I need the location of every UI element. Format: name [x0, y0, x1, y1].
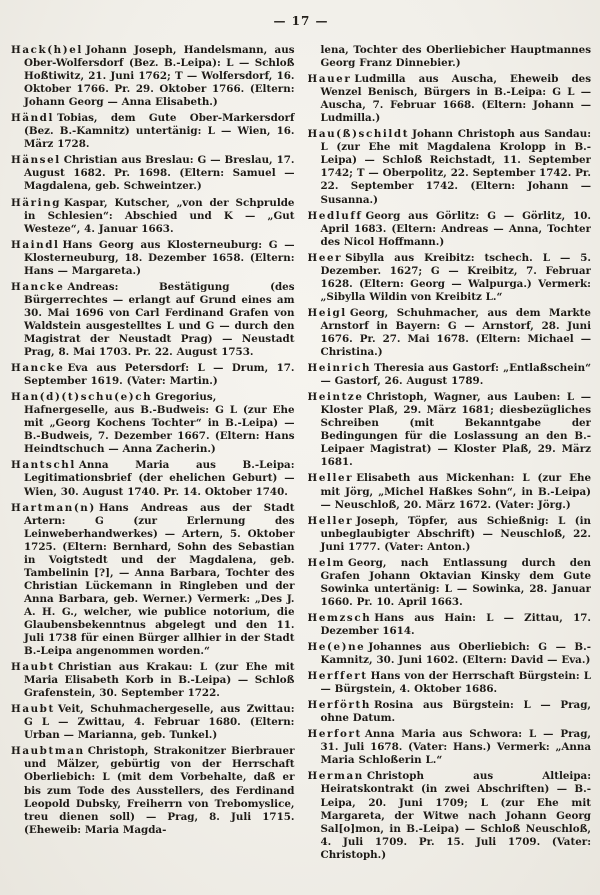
- entry-headword: Hau(ß)schildt: [307, 128, 410, 141]
- register-entry: [11, 459, 295, 498]
- register-entry: [11, 362, 295, 388]
- entry-text: Joseph, Töpfer, aus Schießnig: L (in unbeglaubigter Abschrift) — Neuschloß, 22. Juni 1777. (Vater: Anton.): [320, 514, 591, 553]
- entry-headword: Heigl: [307, 306, 347, 319]
- entry-text: Tobias, dem Gute Ober-Markersdorf (Bez. B.-Kamnitz) untertänig: L — Wien, 16. März 1728.: [24, 112, 295, 151]
- register-entry: [308, 73, 592, 125]
- entry-text: Christoph, Wagner, aus Lauben: L — Kloster Plaß, 29. März 1681; diesbezügliches Schreiben (mit Bekanntgabe der Bedingungen für die Loslassung an den B.-Leipaer Magistrat) — Kloster Plaß, 29. März 1681.: [320, 391, 591, 469]
- register-entry: [308, 472, 592, 511]
- register-entry: [308, 641, 592, 667]
- entry-headword: Heller: [307, 514, 354, 527]
- entry-headword: He(e)ne: [307, 641, 366, 654]
- entry-headword: Heintze: [307, 391, 364, 404]
- entry-text: Georg aus Görlitz: G — Görlitz, 10. April 1683. (Eltern: Andreas — Anna, Tochter des Nicol Hoffmann.): [320, 209, 591, 248]
- entry-headword: Haubtman: [11, 745, 85, 758]
- entry-text: Sibylla aus Kreibitz: tschech. L — 5. Dezember. 1627; G — Kreibitz, 7. Februar 1628. (Eltern: Georg — Walpurga.) Vermerk: „Sibylla Wildin von Kreibitz L.“: [320, 251, 591, 303]
- entry-text: Elisabeth aus Mickenhan: L (zur Ehe mit Jörg, „Michel Haßkes Sohn“, in B.-Leipa) — Neuschloß, 20. März 1672. (Vater: Jörg.): [320, 472, 591, 511]
- entry-text: Kaspar, Kutscher, „von der Schprulde in Schlesien“: Abschied und K — „Gut Westeze“, 4. Januar 1663.: [24, 196, 295, 235]
- register-entry: [308, 557, 592, 609]
- column-left: [11, 44, 295, 892]
- register-entry: [11, 239, 295, 278]
- entry-text: Hans Georg aus Klosterneuburg: G — Klosterneuburg, 18. Dezember 1658. (Eltern: Hans — Margareta.): [24, 238, 295, 277]
- entry-headword: Hack(h)el: [11, 44, 83, 56]
- register-entry: [11, 391, 295, 456]
- entry-headword: Herman: [307, 770, 364, 783]
- register-entry: [11, 154, 295, 193]
- entry-headword: Hemzsch: [307, 611, 372, 624]
- register-entry: [308, 670, 592, 696]
- entry-text: Anna Maria aus B.-Leipa: Legitimationsbrief (der ehelichen Geburt) — Wien, 30. August 1740. Pr. 14. Oktober 1740.: [24, 459, 295, 498]
- entry-headword: Hancke: [11, 362, 65, 375]
- register-entry: [308, 44, 592, 70]
- entry-text: Theresia aus Gastorf: „Entlaßschein“ — Gastorf, 26. August 1789.: [320, 362, 591, 388]
- entry-text: Ludmilla aus Auscha, Eheweib des Wenzel Benisch, Bürgers in B.-Leipa: G L — Auscha, 7. Februar 1668. (Eltern: Johann — Ludmilla.): [320, 73, 591, 125]
- entry-text: Eva aus Petersdorf: L — Drum, 17. September 1619. (Vater: Martin.): [24, 362, 295, 388]
- entry-text: Georg, Schuhmacher, aus dem Markte Arnstorf in Bayern: G — Arnstorf, 28. Juni 1676. Pr. 27. Mai 1678. (Eltern: Michael — Christina.): [320, 306, 591, 359]
- entry-text: Christian aus Breslau: G — Breslau, 17. August 1682. Pr. 1698. (Eltern: Samuel — Magdalena, geb. Schweintzer.): [24, 154, 295, 193]
- entry-text: Veit, Schuhmachergeselle, aus Zwittau: G L — Zwittau, 4. Februar 1680. (Eltern: Urban — Marianna, geb. Tunkel.): [24, 703, 295, 742]
- register-entry: [308, 307, 592, 359]
- entry-headword: Herfort: [307, 728, 362, 741]
- entry-headword: Händl: [11, 112, 54, 125]
- entry-text: Hans Andreas aus der Stadt Artern: G (zur Erlernung des Leinweberhandwerkes) — Artern, 5. Oktober 1725. (Eltern: Bernhard, Sohn des Sebastian in Voigtstedt und der Magdalena, geb. Tambelinin [?], — Anna Barbara, Tochter des Christian Lückemann in Ringleben und der Anna Barbara, geb. Werner.) Vermerk: „Des J. A. H. G., welcher, wie publice notorium, die Glaubensbekenntnus abgelegt und den 11. Juli 1738 für einen Bürger allhier in der Stadt B.-Leipa angenommen worden.“: [24, 501, 295, 658]
- register-entry: [308, 128, 592, 206]
- entry-headword: Haubt: [11, 661, 55, 674]
- entry-text: lena, Tochter des Oberliebicher Hauptmannes Georg Franz Dinnebier.): [320, 44, 591, 70]
- register-entry: [308, 770, 592, 861]
- entry-text: Georg, nach Entlassung durch den Grafen Johann Oktavian Kinsky dem Gute Sowinka untertänig: L — Sowinka, 28. Januar 1660. Pr. 10. April 1663.: [320, 556, 591, 608]
- entry-headword: Herförth: [307, 699, 371, 712]
- entry-text: Christoph aus Altleipa: Heiratskontrakt (in zwei Abschriften) — B.-Leipa, 20. Juni 1709; L (zur Ehe mit Margareta, der Witwe nach Johann Georg Sal[o]mon, in B.-Leipa) — Schloß Neuschloß, 4. Juli 1709. Pr. 15. Juli 1709. (Vater: Christoph.): [320, 770, 591, 861]
- register-entry: [308, 728, 592, 767]
- register-entry: [308, 210, 592, 249]
- entry-headword: Heller: [307, 472, 354, 485]
- register-entry: [308, 515, 592, 554]
- entry-headword: Hancke: [11, 280, 65, 293]
- entry-text: Hans von der Herrschaft Bürgstein: L — Bürgstein, 4. Oktober 1686.: [320, 670, 591, 696]
- entry-headword: Hartman(n): [11, 501, 96, 514]
- entry-headword: Hantschl: [11, 459, 76, 472]
- entry-text: Christoph, Strakonitzer Bierbrauer und Mälzer, gebürtig von der Herrschaft Oberliebich: L (mit dem Vorbehalte, daß er bis zum Tode des Ausstellers, des Ferdinand Leopold Dubsky, Freiherrn von Trebomyslice, treu dienen soll) — Prag, 8. Juli 1715. (Eheweib: Maria Magda-: [24, 745, 295, 836]
- entry-text: Gregorius, Hafnergeselle, aus B.-Budweis: G L (zur Ehe mit „Georg Kochens Tochter“ in B.-Leipa) — B.-Budweis, 7. Dezember 1667. (Eltern: Hans Heindtschuch — Anna Zacherin.): [24, 391, 295, 456]
- register-entry: [11, 661, 295, 700]
- entry-headword: Hänsel: [11, 154, 61, 167]
- entry-headword: Hedluff: [307, 209, 363, 222]
- entry-text: Hans aus Hain: L — Zittau, 17. Dezember 1614.: [320, 611, 591, 637]
- entry-headword: Helm: [307, 556, 345, 569]
- entry-text: Johannes aus Oberliebich: G — B.-Kamnitz, 30. Juni 1602. (Eltern: David — Eva.): [320, 641, 591, 667]
- entry-text: Anna Maria aus Schwora: L — Prag, 31. Juli 1678. (Vater: Hans.) Vermerk: „Anna Maria Schloßerin L.“: [320, 728, 591, 767]
- entry-headword: Han(d)(t)schu(e)ch: [11, 391, 153, 404]
- entry-headword: Herffert: [307, 670, 368, 683]
- entry-headword: Hauer: [307, 73, 352, 86]
- entry-headword: Haubt: [11, 703, 55, 716]
- entry-text: Johann Joseph, Handelsmann, aus Ober-Wolfersdorf (Bez. B.-Leipa): L — Schloß Hoßtiwitz, 21. Juni 1762; T — Wolfersdorf, 16. Oktober 1766. Pr. 29. Oktober 1766. (Eltern: Johann Georg — Anna Elisabeth.): [24, 44, 295, 109]
- register-entry: [11, 745, 295, 836]
- entry-text: Johann Christoph aus Sandau: L (zur Ehe mit Magdalena Krolopp in B.-Leipa) — Schloß Reichstadt, 11. September 1742; T — Oberpolitz, 22. September 1742. Pr. 22. September 1742. (Eltern: Johann — Susanna.): [320, 128, 591, 206]
- register-entry: [11, 112, 295, 151]
- entry-headword: Heer: [307, 251, 343, 264]
- register-entry: [11, 44, 295, 109]
- register-entry: [308, 362, 592, 388]
- register-entry: [308, 252, 592, 304]
- register-entry: [308, 612, 592, 638]
- page-number: — 17 —: [273, 14, 329, 28]
- register-entry: [308, 699, 592, 725]
- entry-headword: Häring: [11, 196, 62, 209]
- register-entry: [11, 197, 295, 236]
- column-right: [308, 44, 592, 892]
- register-entry: [308, 391, 592, 469]
- two-column-text: [11, 44, 591, 892]
- entry-headword: Haindl: [11, 238, 60, 251]
- entry-headword: Heinrich: [307, 362, 372, 375]
- entry-text: Rosina aus Bürgstein: L — Prag, ohne Datum.: [320, 699, 591, 725]
- register-entry: [11, 502, 295, 659]
- register-entry: [11, 703, 295, 742]
- entry-text: Andreas: Bestätigung (des Bürgerrechtes — erlangt auf Grund eines am 30. Mai 1696 von Carl Ferdinand Grafen von Waldstein ausgestelltes L und G — durch den Magistrat der Neustadt Prag) — Neustadt Prag, 8. Mai 1703. Pr. 22. August 1753.: [24, 280, 295, 359]
- register-entry: [11, 281, 295, 359]
- entry-text: Christian aus Krakau: L (zur Ehe mit Maria Elisabeth Korb in B.-Leipa) — Schloß Grafenstein, 30. September 1722.: [24, 661, 295, 700]
